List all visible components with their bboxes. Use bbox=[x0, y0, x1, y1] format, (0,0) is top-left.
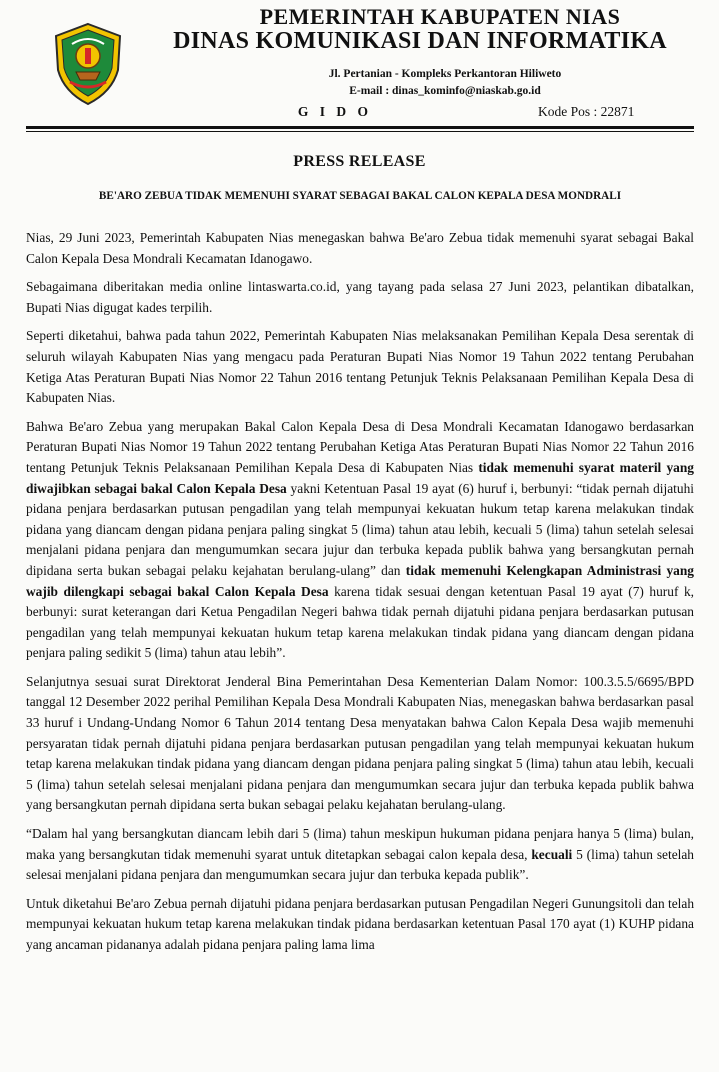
nias-regency-emblem-icon bbox=[52, 22, 124, 106]
paragraph-4-text: yakni Ketentuan Pasal 19 ayat (6) huruf i, berbunyi: “tidak pernah dijatuhi pidana penjara berdasarkan putusan pengadilan yang telah mempunyai kekuatan hukum tetap karena melakukan tindak pidana yang diancam dengan pidana penjara paling singkat 5 (lima) tahun atau lebih, kecuali 5 (lima) tahun setelah selesai menjalani pidana penjara dan mengumumkan secara jujur dan terbuka kepada publik bahwa yang bersangkutan pernah dipidana serta bukan sebagai pelaku kejahatan berulang-ulang” dan bbox=[26, 480, 694, 578]
paragraph-4-text: Bahwa Be'aro Zebua yang merupakan Bakal Calon Kepala Desa di Desa Mondrali Kecamatan Idanogawo berdasarkan Peraturan Bupati Nias Nomor 19 Tahun 2022 tentang Perubahan Ketiga Atas Peraturan Bupati Nias Nomor 22 Tahun 2016 tentang Petunjuk Teknis Pelaksanaan Pemilihan Kepala Desa di Kabupaten Nias bbox=[26, 418, 694, 475]
office-email: E-mail : dinas_kominfo@niaskab.go.id bbox=[349, 85, 541, 97]
paragraph-6 bbox=[26, 824, 694, 886]
office-city: G I D O bbox=[297, 104, 373, 119]
document-title: PRESS RELEASE bbox=[293, 153, 426, 170]
paragraph-4-emphasis: tidak memenuhi syarat materil yang diwajibkan sebagai bakal Calon Kepala Desa bbox=[26, 459, 694, 496]
letterhead-rule-thick bbox=[26, 126, 694, 129]
paragraph-5: Selanjutnya sesuai surat Direktorat Jenderal Bina Pemerintahan Desa Kementerian Dalam Nomor: 100.3.5.5/6695/BPD tanggal 12 Desember 2022 perihal Pemilihan Kepala Desa Mondrali Kabupaten Nias, menegaskan bahwa berdasarkan pasal 33 huruf i Undang-Undang Nomor 6 Tahun 2014 tentang Desa menyatakan bahwa Calon Kepala Desa wajib memenuhi persyaratan tidak pernah dijatuhi pidana penjara berdasarkan putusan pengadilan yang telah mempunyai kekuatan hukum tetap karena melakukan tindak pidana yang diancam dengan pidana penjara paling singkat 5 (lima) tahun atau lebih, kecuali 5 (lima) tahun setelah selesai menjalani pidana penjara dan mengumumkan secara jujur dan terbuka kepada publik bahwa yang bersangkutan pernah dipidana serta bukan sebagai pelaku kejahatan berulang-ulang. bbox=[26, 673, 694, 813]
paragraph-2: Sebagaimana diberitakan media online lintaswarta.co.id, yang tayang pada selasa 27 Juni 2023, pelantikan dibatalkan, Bupati Nias digugat kades terpilih. bbox=[26, 279, 694, 315]
press-release-body bbox=[26, 228, 694, 964]
paragraph-6-text: “Dalam hal yang bersangkutan diancam lebih dari 5 (lima) tahun meskipun hukuman pidana penjara hanya 5 (lima) bulan, maka yang bersangkutan tidak memenuhi syarat untuk ditetapkan sebagai calon kepala desa, bbox=[26, 826, 694, 862]
org-line-2: DINAS KOMUNIKASI DAN INFORMATIKA bbox=[173, 28, 667, 54]
paragraph-1: Nias, 29 Juni 2023, Pemerintah Kabupaten Nias menegaskan bahwa Be'aro Zebua tidak memenuhi syarat sebagai Bakal Calon Kepala Desa Mondrali Kecamatan Idanogawo. bbox=[26, 230, 694, 266]
office-address: Jl. Pertanian - Kompleks Perkantoran Hiliweto bbox=[328, 68, 562, 80]
postal-code: Kode Pos : 22871 bbox=[538, 104, 635, 119]
org-line-1: PEMERINTAH KABUPATEN NIAS bbox=[259, 4, 621, 29]
letterhead bbox=[0, 0, 719, 134]
paragraph-4-text: karena tidak sesuai dengan ketentuan Pasal 19 ayat (7) huruf k, berbunyi: surat keterangan dari Ketua Pengadilan Negeri bahwa tidak pernah dijatuhi pidana penjara berdasarkan putusan pengadilan yang telah mempunyai kekuatan hukum tetap karena melakukan tindak pidana yang diancam dengan pidana penjara paling sedikit 5 (lima) tahun atau lebih”. bbox=[26, 583, 694, 661]
paragraph-6-emphasis: kecuali bbox=[531, 846, 573, 862]
paragraph-4 bbox=[26, 417, 694, 664]
paragraph-6-text: 5 (lima) tahun setelah selesai menjalani pidana penjara dan mengumumkan secara jujur dan terbuka kepada publik”. bbox=[26, 846, 695, 883]
paragraph-4-emphasis: tidak memenuhi Kelengkapan Administrasi yang wajib dilengkapi sebagai bakal Calon Kepala Desa bbox=[26, 562, 694, 599]
paragraph-3: Seperti diketahui, bahwa pada tahun 2022, Pemerintah Kabupaten Nias melaksanakan Pemilihan Kepala Desa serentak di seluruh wilayah Kabupaten Nias yang mengacu pada Peraturan Bupati Nias Nomor 19 Tahun 2022 tentang Perubahan Ketiga Atas Peraturan Bupati Nias Nomor 22 Tahun 2016 tentang Petunjuk Teknis Pelaksanaan Pemilihan Kepala Desa di Kabupaten Nias. bbox=[26, 328, 694, 406]
paragraph-7: Untuk diketahui Be'aro Zebua pernah dijatuhi pidana penjara berdasarkan putusan Pengadilan Negeri Gunungsitoli dan telah mempunyai kekuatan hukum tetap karena melakukan tindak pidana berdasarkan ketentuan Pasal 170 ayat (1) KUHP pidana yang ancaman pidananya adalah pidana penjara paling lama lima bbox=[26, 895, 695, 952]
document-subtitle: BE'ARO ZEBUA TIDAK MEMENUHI SYARAT SEBAGAI BAKAL CALON KEPALA DESA MONDRALI bbox=[98, 190, 622, 202]
letterhead-rule-thin bbox=[26, 131, 694, 132]
